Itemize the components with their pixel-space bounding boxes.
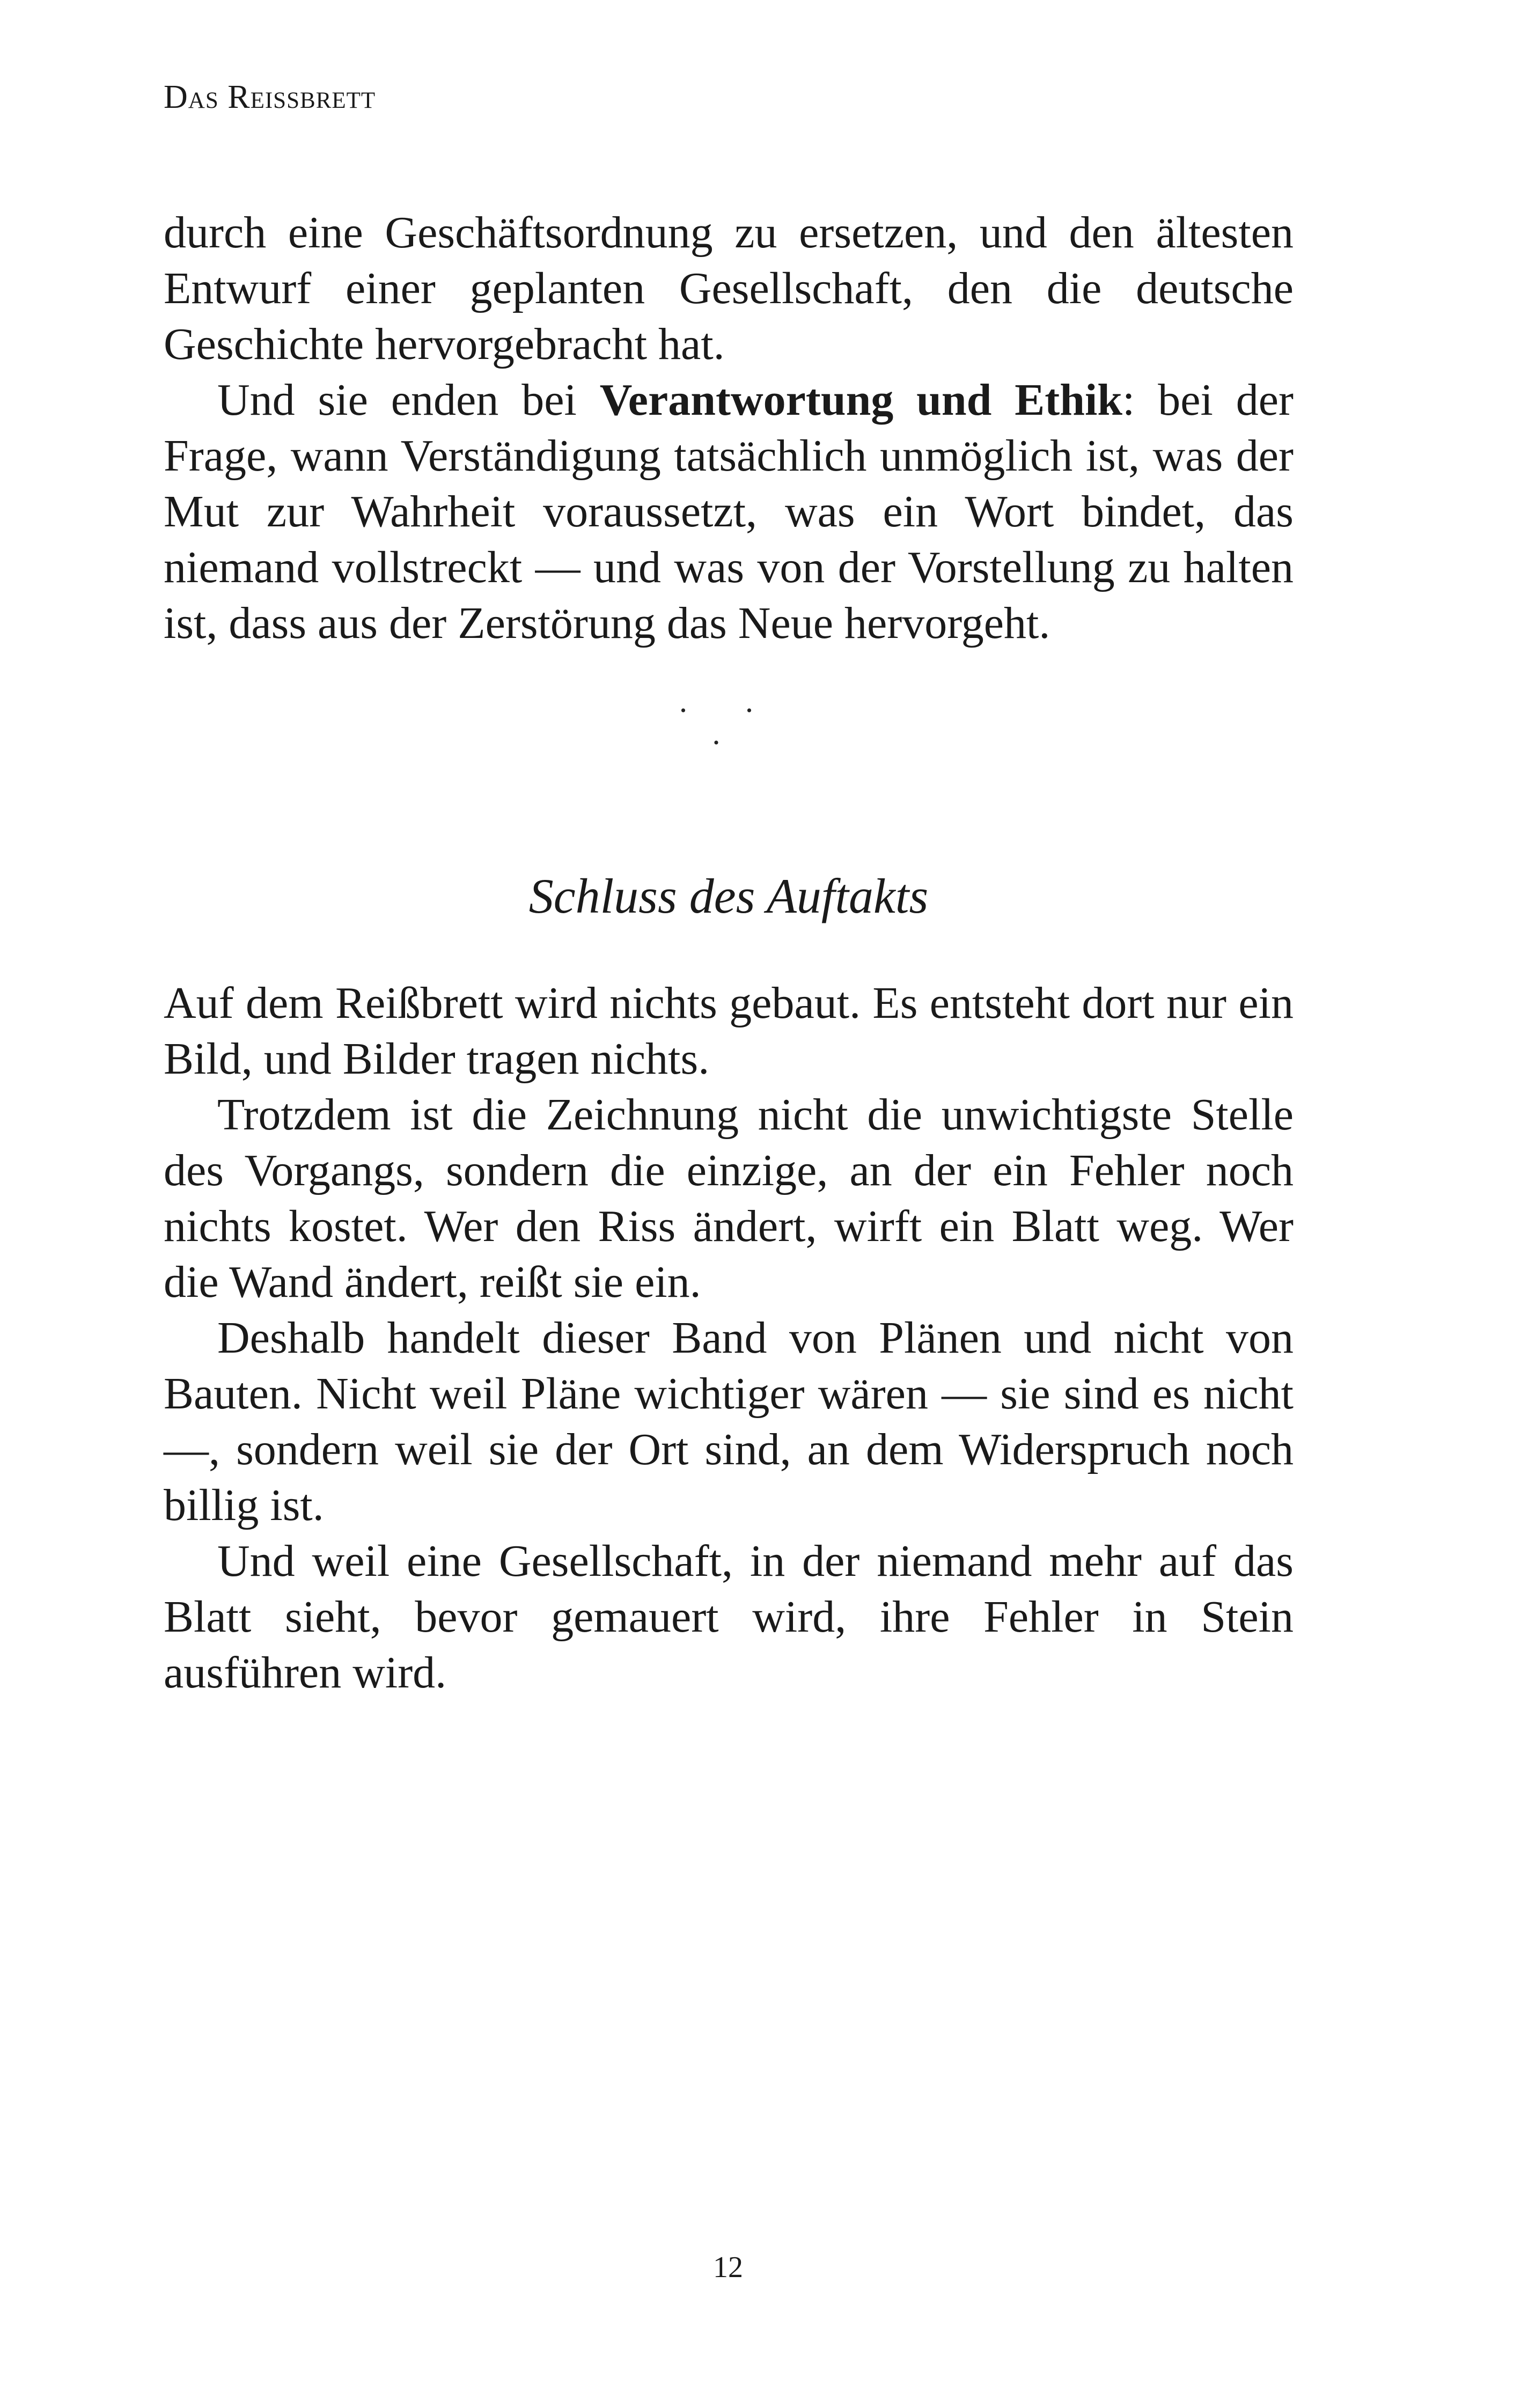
body-text-lower xyxy=(164,975,1294,1701)
body-text-upper xyxy=(164,205,1294,651)
paragraph: Trotzdem ist die Zeichnung nicht die unwichtigste Stelle des Vorgangs, sondern die einzige, an der ein Fehler noch nichts kostet. Wer den Riss ändert, wirft ein Blatt weg. Wer die Wand ändert, reißt sie ein. xyxy=(164,1090,1294,1307)
paragraph: durch eine Geschäftsordnung zu ersetzen, und den ältesten Entwurf einer geplanten Gesellschaft, den die deutsche Geschichte hervorgebracht hat. xyxy=(164,208,1294,369)
paragraph xyxy=(164,372,1294,651)
running-head: Das Reissbrett xyxy=(164,79,376,115)
section-title: Schluss des Auftakts xyxy=(528,869,929,923)
paragraph: Und weil eine Gesellschaft, in der niemand mehr auf das Blatt sieht, bevor gemauert wird, ihre Fehler in Stein ausführen wird. xyxy=(164,1536,1294,1698)
bold-term: Verantwortung und Ethik xyxy=(599,375,1122,425)
paragraph: Deshalb handelt dieser Band von Plänen und nicht von Bauten. Nicht weil Pläne wichtiger wären — sie sind es nicht —, sondern weil sie der Ort sind, an dem Widerspruch noch billig ist. xyxy=(164,1313,1294,1530)
paragraph: Auf dem Reißbrett wird nichts gebaut. Es entsteht dort nur ein Bild, und Bilder tragen nichts. xyxy=(164,978,1294,1084)
section-break-ornament: · · · xyxy=(678,693,778,760)
paragraph-text: Und sie enden bei xyxy=(217,375,600,425)
paragraph-text: : bei der Frage, wann Verständigung tatsächlich unmöglich ist, was der Mut zur Wahrheit voraussetzt, was ein Wort bindet, das niemand vollstreckt — und was von der Vorstellung zu halten ist, dass aus der Zerstörung das Neue hervorgeht. xyxy=(164,375,1294,648)
page-number: 12 xyxy=(713,2251,743,2284)
